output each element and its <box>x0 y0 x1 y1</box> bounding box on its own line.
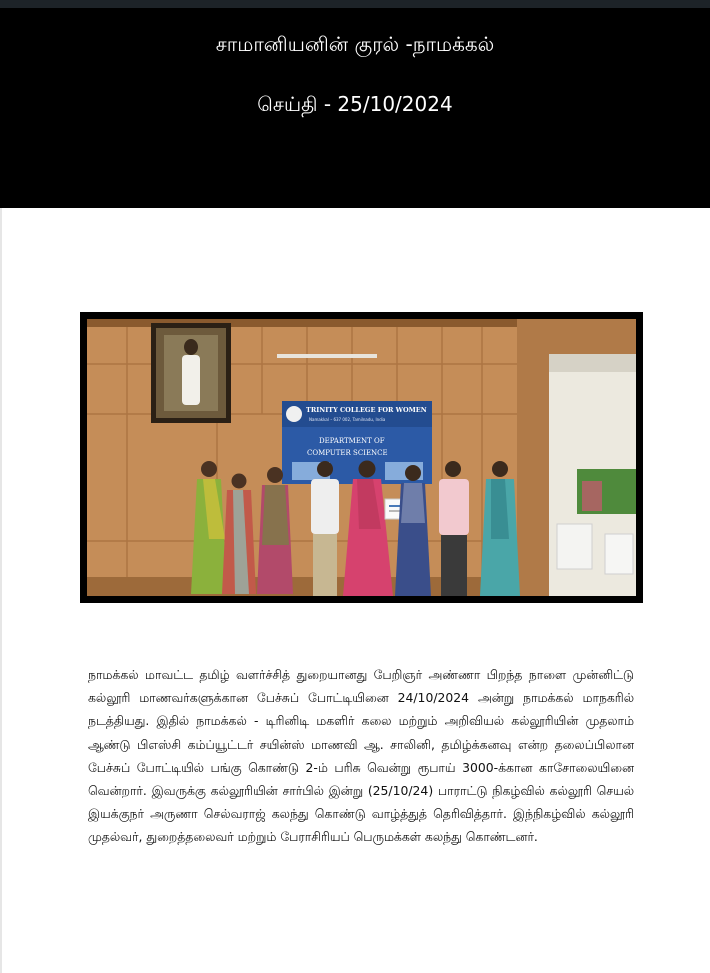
banner-college-name: TRINITY COLLEGE FOR WOMEN <box>306 406 427 414</box>
event-photo <box>87 319 636 596</box>
banner-department: DEPARTMENT OF <box>319 437 385 445</box>
news-header <box>0 0 710 208</box>
event-photo-illustration <box>87 319 636 596</box>
headline-line-1: சாமானியனின் குரல் -நாமக்கல் <box>215 32 495 56</box>
article-body: நாமக்கல் மாவட்ட தமிழ் வளர்ச்சித் துறையானது பேறிஞர் அண்ணா பிறந்த நாளை முன்னிட்டு கல்லூரி மாணவர்களுக்கான பேச்சுப் போட்டியினை 24/10/2024 அன்று நாமக்கல் மாநகரில் நடத்தியது. இதில் நாமக்கல் - டிரினிடி மகளிர் கலை மற்றும் அறிவியல் கல்லூரியின் முதலாம் ஆண்டு பிஎஸ்சி கம்ப்யூட்டர் சயின்ஸ் மாணவி ஆ. சாலினி, தமிழ்க்கனவு என்ற தலைப்பிலான பேச்சுப் போட்டியில் பங்கு கொண்டு 2-ம் பரிசு வென்று ரூபாய் 3000-க்கான காசோலையினை வென்றார். இவருக்கு கல்லூரியின் சார்பில் இன்று (25/10/24) பாராட்டு நிகழ்வில் கல்லூரி செயல் இயக்குநர் அருணா செல்வராஜ் கலந்து கொண்டு வாழ்த்துத் தெரிவித்தார். இந்நிகழ்வில் கல்லூரி முதல்வர், துறைத்தலைவர் மற்றும் பேராசிரியப் பெருமக்கள் கலந்து கொண்டனர். <box>88 667 634 845</box>
banner-department-name: COMPUTER SCIENCE <box>307 449 388 457</box>
event-photo-frame <box>80 312 643 603</box>
headline-line-2: செய்தி - 25/10/2024 <box>257 92 453 116</box>
top-status-strip <box>0 0 710 8</box>
page-edge-divider <box>0 208 2 973</box>
banner-address: Namakkal – 637 002, Tamilnadu, India <box>309 417 386 422</box>
